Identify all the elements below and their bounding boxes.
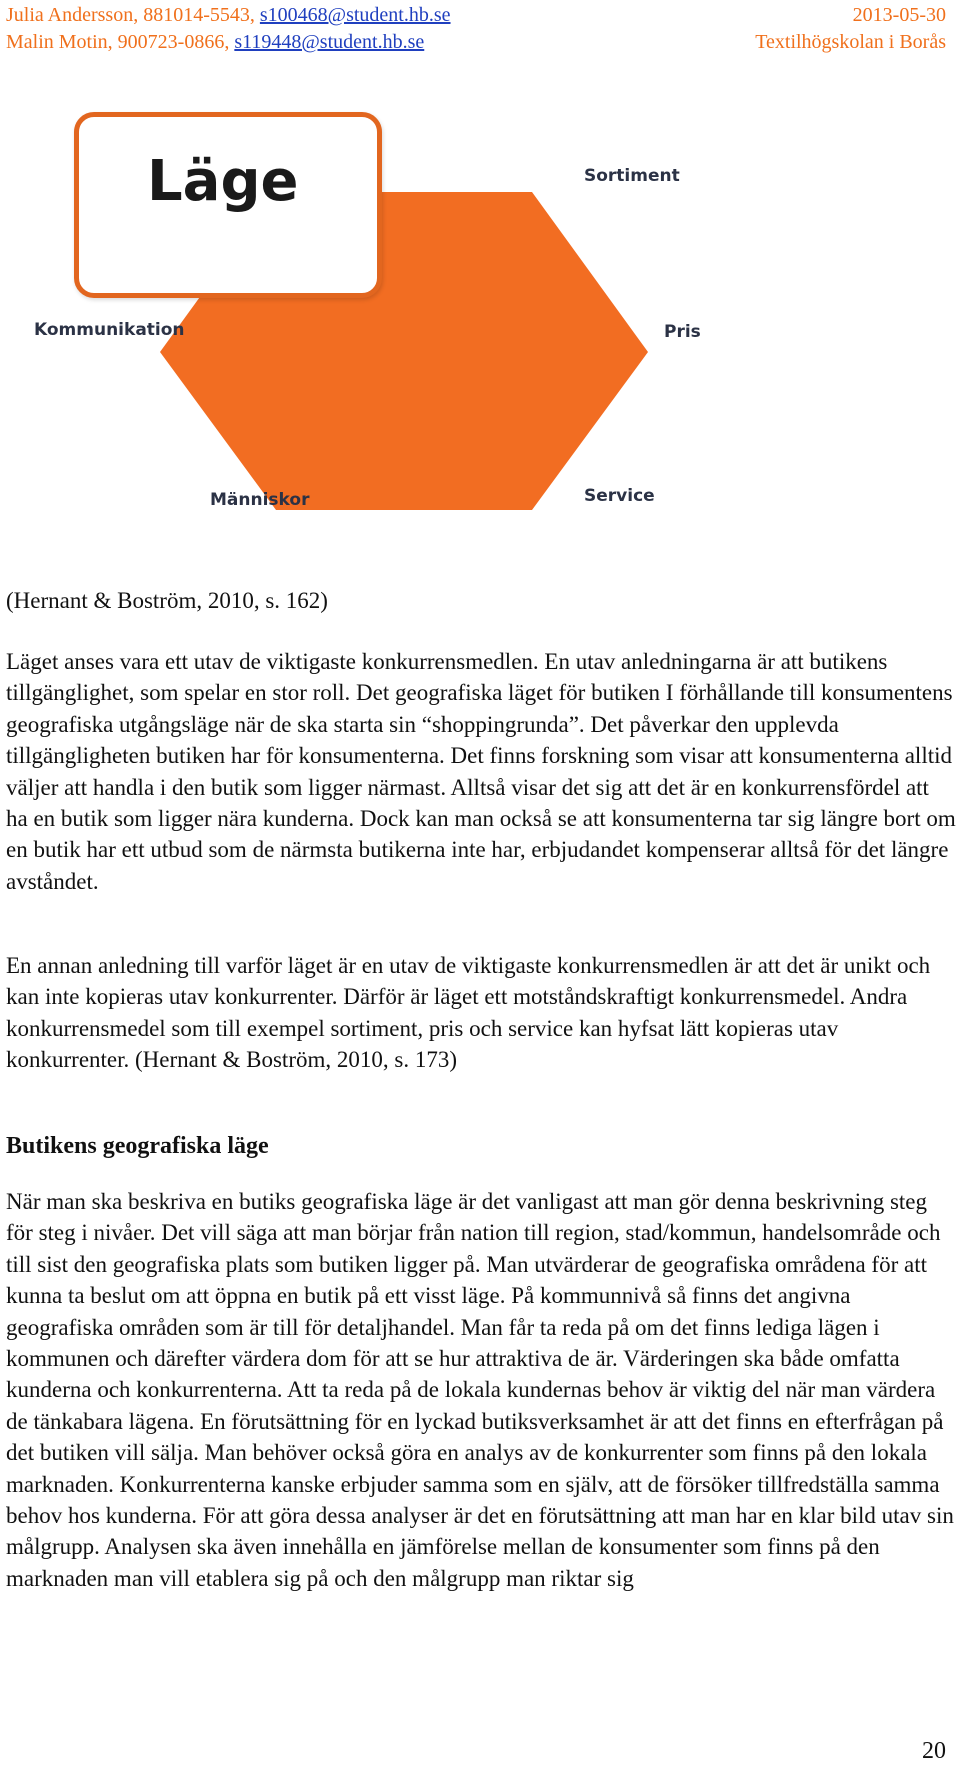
label-manniskor: Människor <box>210 490 310 510</box>
author-2-text: Malin Motin, 900723-0866, <box>6 31 235 53</box>
lage-label: Läge <box>147 149 299 214</box>
label-sortiment: Sortiment <box>584 166 680 186</box>
paragraph-3-text: När man ska beskriva en butiks geografiska läge är det vanligast att man gör denna beskrivning steg för steg i nivåer. Det vill säga att man börjar från nation till region, stad/kommun, handelsområde och till sist den geografiska plats som butiken ligger på. Man utvärderar de geografiska områdena för att kunna ta beslut om att öppna en butik på ett visst läge. På kommunnivå så finns det angivna geografiska områden som är till för detaljhandel. Man får ta reda på om det finns lediga lägen i kommunen och därefter värdera dom för att se hur attraktiva de är. Värderingen ska både omfatta kunderna och konkurrenterna. Att ta reda på de lokala kundernas behov är viktig del när man värdera de tänkabara lägena. En förutsättning för en lyckad butiksverksamhet är att det finns en efterfrågan på det butiken vill sälja. Man behöver också göra en analys av de konkurrenter som finns på den lokala marknaden. Konkurrenterna kanske erbjuder samma som en själv, att de försöker tillfredställa samma behov hos kunderna. För att göra dessa analyser är det en förutsättning att man har en klar bild utav sin målgrupp. Analysen ska även innehålla en jämförelse mellan de konsumenter som finns på den marknaden man vill etablera sig på och den målgrupp man riktar sig <box>6 1189 954 1591</box>
header-date: 2013-05-30 <box>852 4 946 26</box>
paragraph-1 <box>6 646 956 897</box>
lage-highlight-box <box>74 112 382 298</box>
figure-caption <box>6 585 956 616</box>
header-authors-1 <box>6 3 451 27</box>
author-2-email-link[interactable]: s119448@student.hb.se <box>234 31 425 53</box>
label-service: Service <box>584 486 655 506</box>
header-authors-2 <box>6 30 424 54</box>
paragraph-2 <box>6 950 956 1076</box>
section-heading: Butikens geografiska läge <box>6 1133 269 1159</box>
label-kommunikation: Kommunikation <box>34 320 185 340</box>
competition-hexagon-figure <box>0 100 960 590</box>
author-1-text: Julia Andersson, 881014-5543, <box>6 4 260 26</box>
header-institution: Textilhögskolan i Borås <box>755 31 946 53</box>
paragraph-2-text: En annan anledning till varför läget är en utav de viktigaste konkurrensmedlen är att det är unikt och kan inte kopieras utav konkurrenter. Därför är läget ett motståndskraftigt konkurrensmedel. Andra konkurrensmedel som till exempel sortiment, pris och service kan hyfsat lätt kopieras utav konkurrenter. (Hernant & Boström, 2010, s. 173) <box>6 953 931 1073</box>
author-1-email-link[interactable]: s100468@student.hb.se <box>259 4 451 26</box>
label-pris: Pris <box>664 322 701 342</box>
paragraph-3 <box>6 1186 956 1594</box>
page-number: 20 <box>922 1738 946 1764</box>
caption-text: (Hernant & Boström, 2010, s. 162) <box>6 588 328 613</box>
paragraph-1-text: Läget anses vara ett utav de viktigaste konkurrensmedlen. En utav anledningarna är att butikens tillgänglighet, som spelar en stor roll. Det geografiska läget för butiken I förhållande till konsumentens geografiska utgångsläge när de ska starta sin “shoppingrunda”. Det påverkar den upplevda tillgängligheten butiken har för konsumenterna. Det finns forskning som visar att konsumenterna alltid väljer att handla i den butik som ligger närmast. Alltså visar det sig att det är en konkurrensfördel att ha en butik som ligger nära kunderna. Dock kan man också se att konsumenterna tar sig längre bort om en butik har ett utbud som de närmsta butikerna inte har, erbjudandet kompenserar alltså för det längre avståndet. <box>6 649 956 894</box>
